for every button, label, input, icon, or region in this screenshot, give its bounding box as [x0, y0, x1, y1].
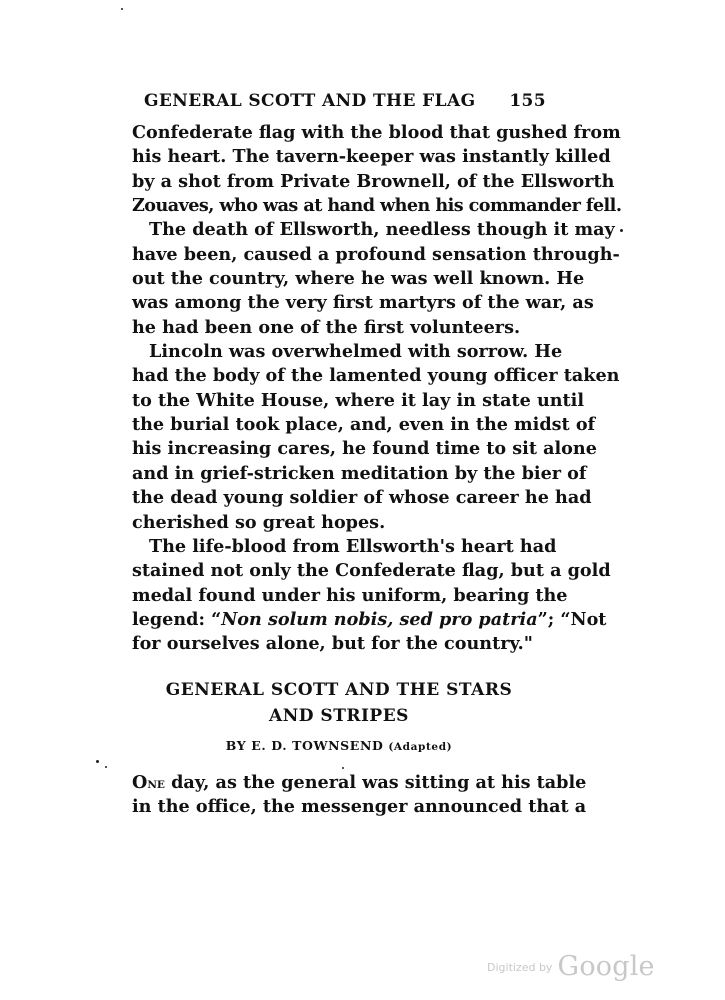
byline — [132, 738, 546, 753]
google-logo: Google — [557, 951, 655, 982]
byline-author: BY E. D. TOWNSEND — [225, 738, 384, 753]
text-line: Confederate flag with the blood that gushed from — [132, 122, 621, 143]
opening-line-rest: day, as the general was sitting at his table — [164, 772, 587, 793]
text-line: was among the very first martyrs of the war, as — [132, 292, 594, 314]
text-line: have been, caused a profound sensation through- — [132, 243, 620, 265]
text-line: out the country, where he was well known. He — [132, 268, 585, 290]
text-line: his heart. The tavern-keeper was instantly killed — [132, 146, 611, 168]
byline-note: (Adapted) — [388, 741, 453, 753]
section-title-line-2: AND STRIPES — [269, 706, 409, 726]
latin-motto: Non solum nobis, sed pro patria — [221, 608, 538, 630]
small-caps-rest: NE — [147, 779, 165, 791]
text-line: Lincoln was overwhelmed with sorrow. He — [149, 341, 563, 363]
text-line: stained not only the Confederate flag, but a gold — [132, 560, 611, 582]
page-number: 155 — [509, 91, 546, 111]
text-line: had the body of the lamented young officer taken — [132, 365, 620, 387]
legend-suffix: ”; “Not — [537, 608, 607, 630]
scan-speck — [342, 767, 344, 769]
text-line-opening — [132, 771, 587, 795]
text-line: his increasing cares, he found time to sit alone — [132, 438, 597, 460]
text-line: The death of Ellsworth, needless though it may — [149, 219, 615, 241]
section-title-line-1: GENERAL SCOTT AND THE STARS — [165, 680, 513, 700]
text-line: Zouaves, who was at hand when his commander fell. — [132, 195, 622, 217]
body-text-bottom — [132, 771, 587, 820]
digitized-by-label: Digitized by — [487, 961, 553, 974]
text-line: the burial took place, and, even in the midst of — [132, 414, 596, 436]
text-line: The life-blood from Ellsworth's heart had — [149, 535, 557, 557]
digitized-watermark — [487, 951, 655, 982]
scan-speck — [96, 760, 99, 763]
text-line: medal found under his uniform, bearing the — [132, 584, 568, 606]
scan-speck — [620, 229, 623, 232]
text-line: and in grief-stricken meditation by the bier of — [132, 462, 587, 484]
text-line: in the office, the messenger announced that a — [132, 796, 587, 818]
text-line: for ourselves alone, but for the country." — [132, 633, 533, 655]
text-line: the dead young soldier of whose career he had — [132, 487, 592, 509]
text-line: he had been one of the first volunteers. — [132, 316, 521, 338]
scan-speck — [105, 766, 107, 768]
text-line: by a shot from Private Brownell, of the Ellsworth — [132, 170, 615, 192]
scan-speck — [121, 8, 123, 10]
body-text-top — [132, 121, 622, 657]
text-line: to the White House, where it lay in state until — [132, 389, 585, 411]
running-head-title: GENERAL SCOTT AND THE FLAG — [144, 91, 476, 111]
drop-initial: O — [132, 772, 148, 793]
legend-prefix: legend: “ — [132, 608, 222, 630]
text-line-legend — [132, 608, 607, 632]
text-line: cherished so great hopes. — [132, 511, 386, 533]
